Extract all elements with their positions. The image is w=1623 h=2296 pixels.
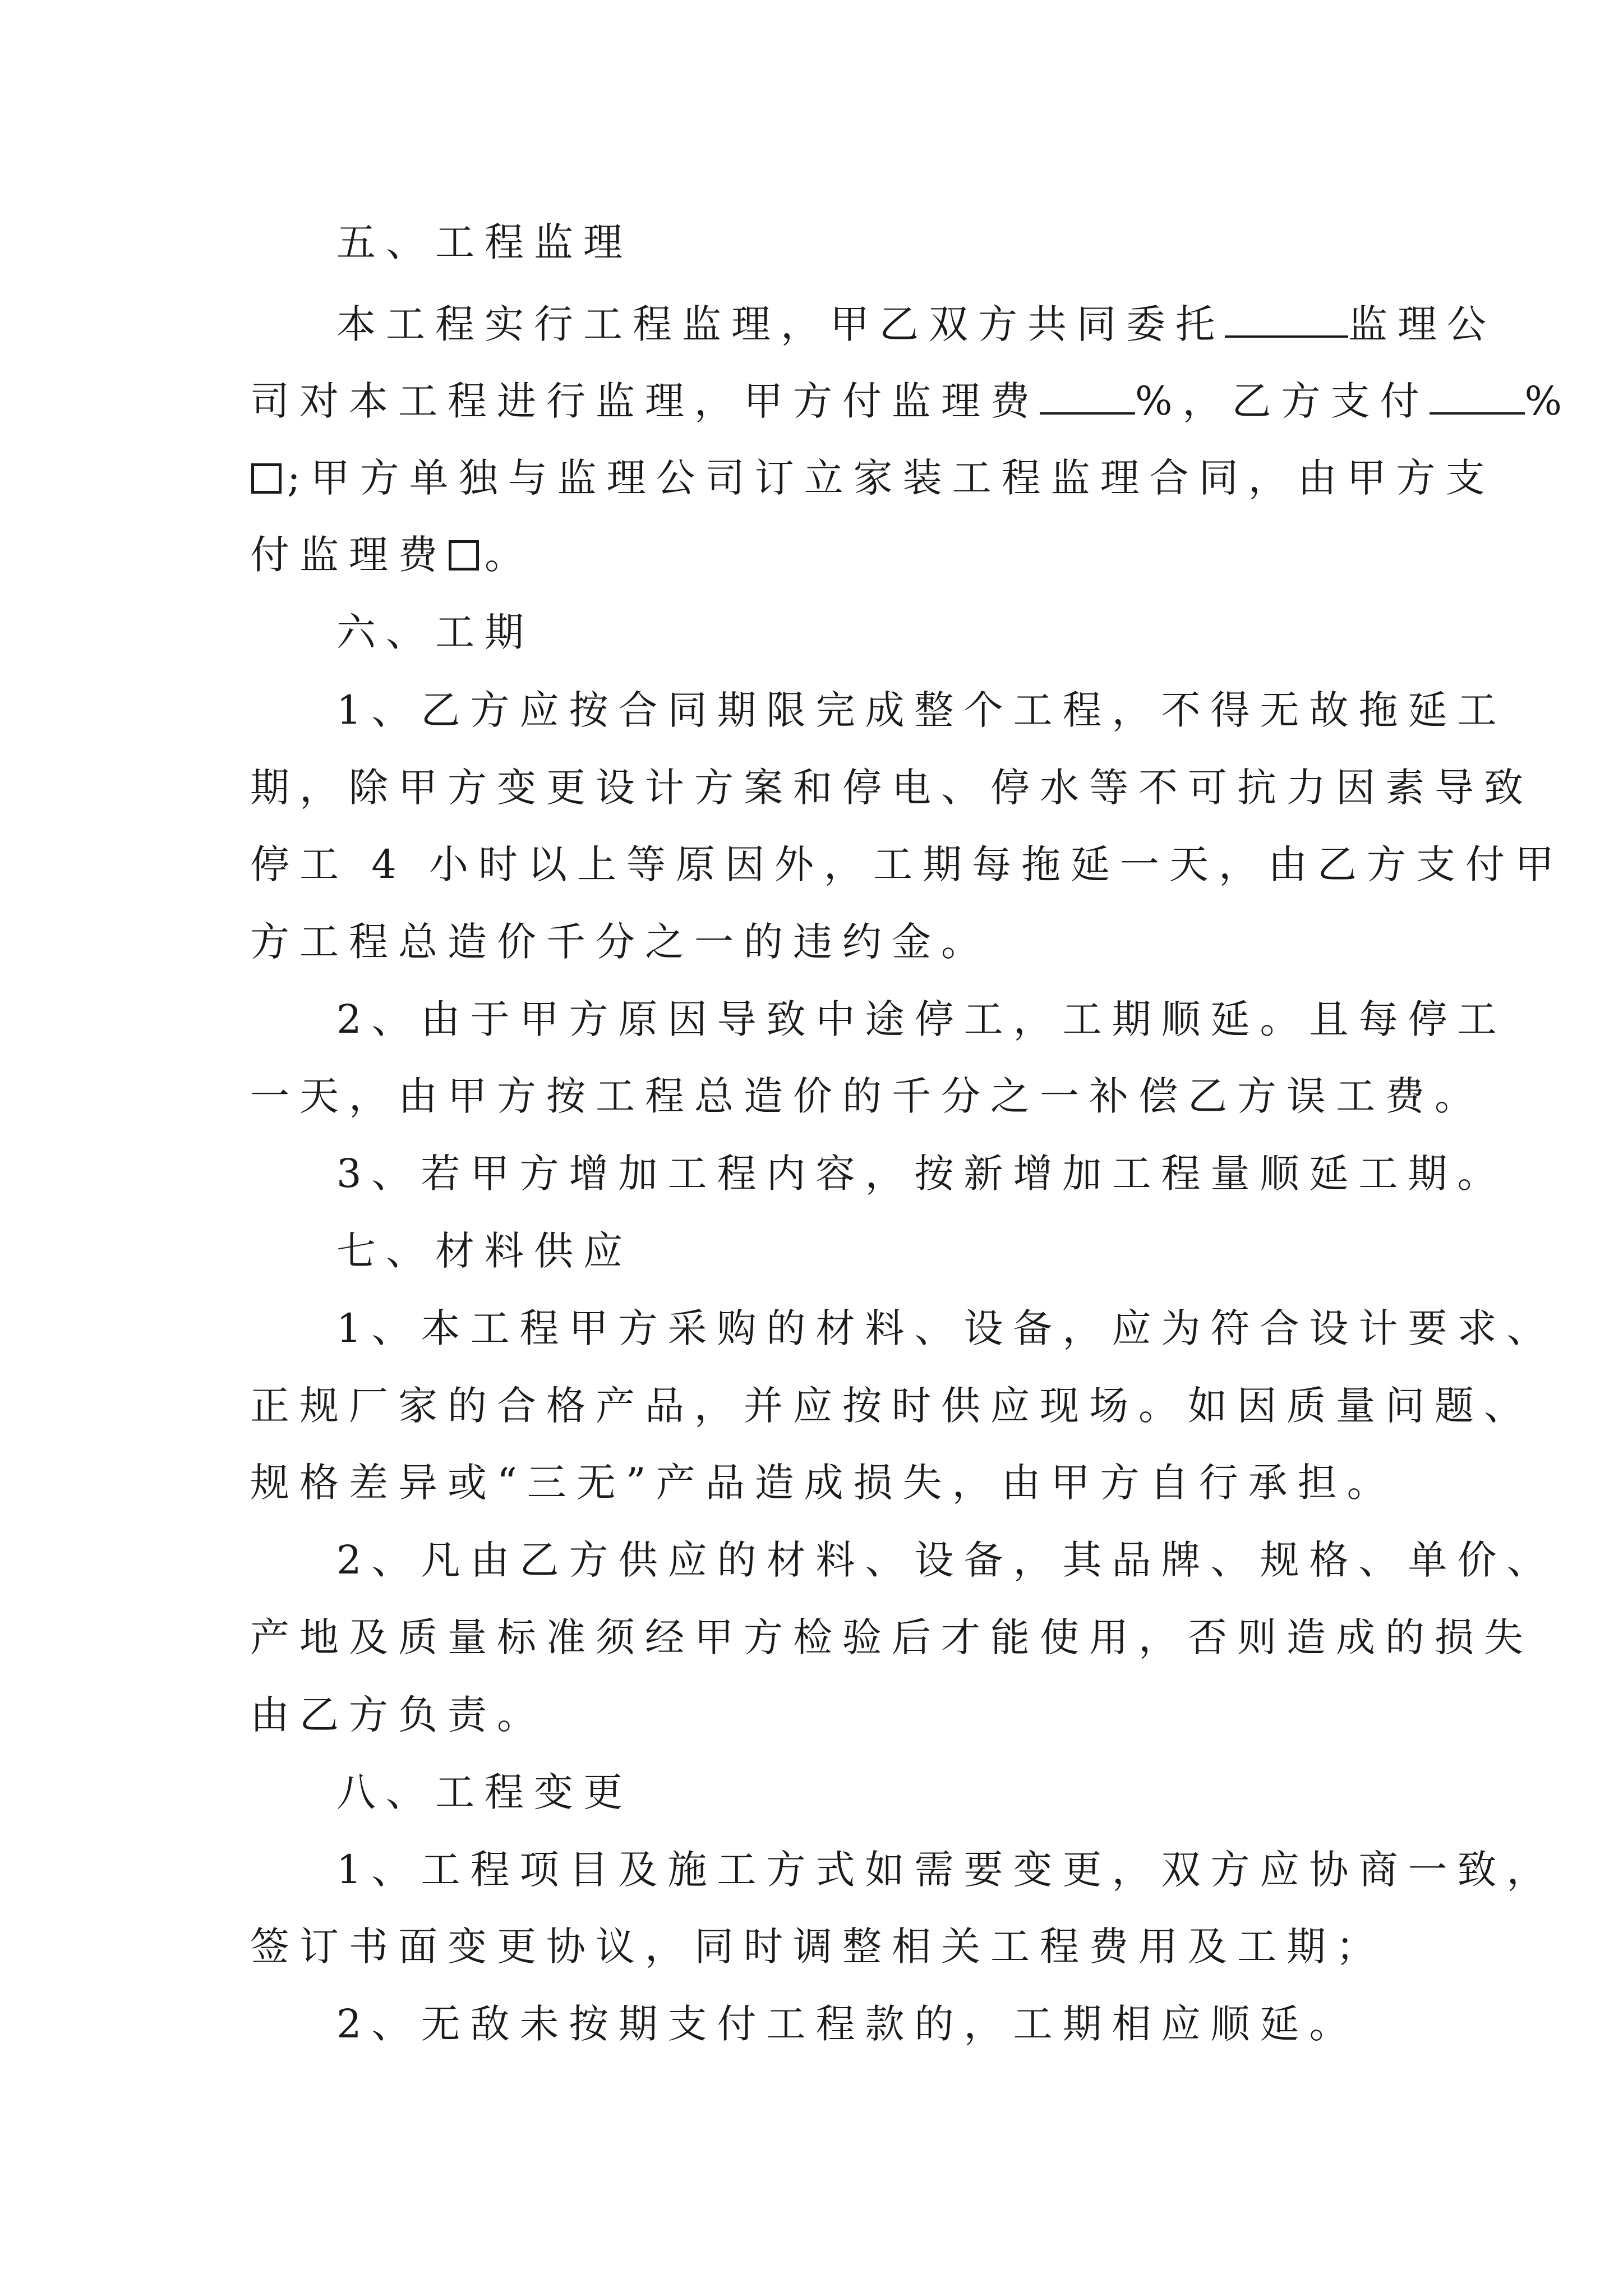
text-segment: 停工 4 小时以上等原因外，工期每拖延一天，由乙方支付甲 xyxy=(250,841,1565,887)
text-segment: 方工程总造价千分之一的违约金。 xyxy=(250,919,990,965)
text-segment: 2、凡由乙方供应的材料、设备，其品牌、规格、单价、 xyxy=(336,1537,1556,1583)
section-8-item-1-line-2 xyxy=(0,1913,1623,1980)
text-segment: 1、工程项目及施工方式如需要变更，双方应协商一致， xyxy=(336,1847,1556,1893)
text-segment: 由乙方负责。 xyxy=(250,1692,546,1738)
section-6-item-1-line-2 xyxy=(0,754,1623,821)
section-7-heading xyxy=(0,1217,1623,1285)
section-7-item-2-line-2 xyxy=(0,1604,1623,1671)
text-segment: 2、由于甲方原因导致中途停工，工期顺延。且每停工 xyxy=(336,996,1507,1042)
section-8-item-1-line-1 xyxy=(0,1836,1623,1903)
section-7-item-1-line-3 xyxy=(0,1449,1623,1516)
text-segment: 司对本工程进行监理，甲方付监理费 xyxy=(250,378,1040,424)
fill-in-blank-supervisor-company xyxy=(1225,302,1348,338)
section-heading-text: 八、工程变更 xyxy=(336,1769,633,1815)
text-segment: 本工程实行工程监理，甲乙双方共同委托 xyxy=(336,301,1225,347)
text-segment: 一天，由甲方按工程总造价的千分之一补偿乙方误工费。 xyxy=(250,1073,1484,1119)
text-segment: ;甲方单独与监理公司订立家装工程监理合同，由甲方支 xyxy=(287,455,1495,501)
checkbox-icon xyxy=(251,463,282,494)
checkbox-icon xyxy=(449,540,479,570)
text-segment: 付监理费 xyxy=(250,532,448,578)
text-segment: % xyxy=(1524,378,1573,424)
section-6-item-2-line-1 xyxy=(0,986,1623,1053)
text-segment: 规格差异或“三无”产品造成损失，由甲方自行承担。 xyxy=(250,1460,1396,1506)
section-6-item-3-line-1 xyxy=(0,1140,1623,1207)
section-7-item-2-line-1 xyxy=(0,1526,1623,1594)
section-5-paragraph-line-2 xyxy=(0,367,1623,435)
section-5-heading xyxy=(0,209,1623,276)
text-segment: 监理公 xyxy=(1348,301,1496,347)
text-segment: 2、无敌未按期支付工程款的，工期相应顺延。 xyxy=(336,2001,1359,2047)
section-7-item-1-line-2 xyxy=(0,1372,1623,1439)
text-segment: 正规厂家的合格产品，并应按时供应现场。如因质量问题、 xyxy=(250,1383,1533,1429)
section-8-heading xyxy=(0,1759,1623,1826)
section-7-item-2-line-3 xyxy=(0,1681,1623,1749)
section-6-heading xyxy=(0,599,1623,666)
section-8-item-2-line-1 xyxy=(0,1990,1623,2058)
text-segment: 产地及质量标准须经甲方检验后才能使用，否则造成的损失 xyxy=(250,1614,1533,1660)
section-5-paragraph-line-4 xyxy=(0,521,1623,588)
text-segment: %，乙方支付 xyxy=(1135,378,1430,424)
section-heading-text: 七、材料供应 xyxy=(336,1228,633,1274)
section-heading-text: 六、工期 xyxy=(336,609,534,655)
fill-in-blank-party-a-fee-percent xyxy=(1040,379,1135,415)
section-6-item-1-line-3 xyxy=(0,831,1623,898)
fill-in-blank-party-b-fee-percent xyxy=(1430,379,1525,415)
text-segment: 签订书面变更协议，同时调整相关工程费用及工期； xyxy=(250,1924,1385,1970)
section-6-item-2-line-2 xyxy=(0,1062,1623,1130)
section-6-item-1-line-1 xyxy=(0,677,1623,744)
text-segment: 3、若甲方增加工程内容，按新增加工程量顺延工期。 xyxy=(336,1151,1507,1197)
section-5-paragraph-line-1 xyxy=(0,291,1623,358)
text-segment: 1、乙方应按合同期限完成整个工程，不得无故拖延工 xyxy=(336,687,1507,733)
section-7-item-1-line-1 xyxy=(0,1295,1623,1362)
section-6-item-1-line-4 xyxy=(0,908,1623,976)
section-heading-text: 五、工程监理 xyxy=(336,219,633,265)
text-segment: 。 xyxy=(485,532,534,578)
text-segment: 期，除甲方变更设计方案和停电、停水等不可抗力因素导致 xyxy=(250,765,1533,811)
text-segment: 1、本工程甲方采购的材料、设备，应为符合设计要求、 xyxy=(336,1305,1556,1351)
section-5-paragraph-line-3 xyxy=(0,444,1623,512)
